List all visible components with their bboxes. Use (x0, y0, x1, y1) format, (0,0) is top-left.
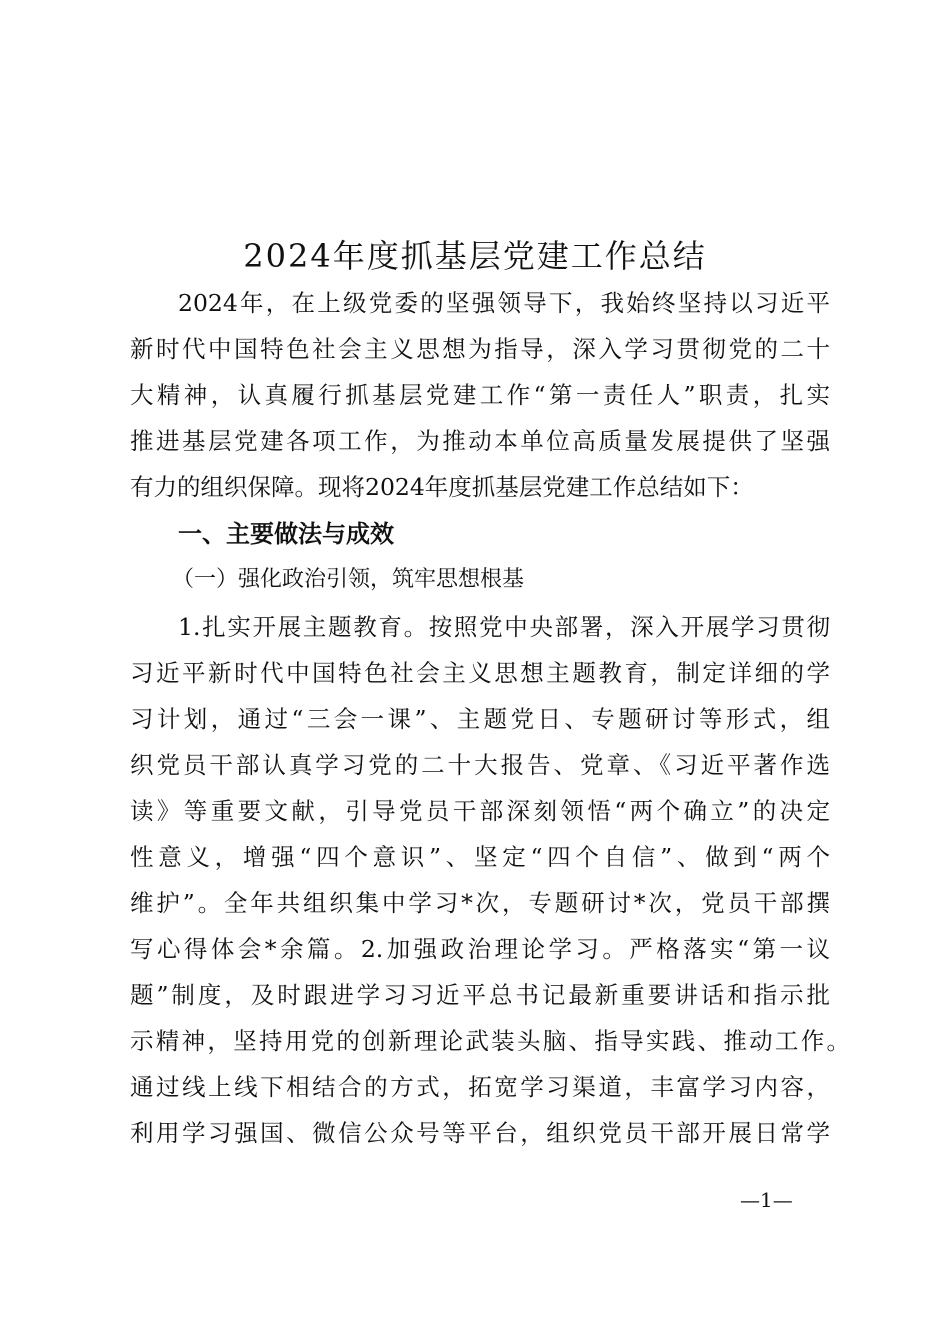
paragraph-line: 读》等重要文献，引导党员干部深刻领悟“两个确立”的决定 (130, 797, 830, 825)
subsection-heading: （一）强化政治引领，筑牢思想根基 (172, 567, 525, 592)
paragraph-line: 通过线上线下相结合的方式，拓宽学习渠道，丰富学习内容， (130, 1073, 830, 1101)
paragraph-line: 有力的组织保障。现将2024年度抓基层党建工作总结如下： (130, 473, 754, 501)
paragraph-line: 2024年，在上级党委的坚强领导下，我始终坚持以习近平 (178, 289, 830, 317)
paragraph-line: 大精神，认真履行抓基层党建工作“第一责任人”职责，扎实 (130, 381, 830, 409)
paragraph-line: 新时代中国特色社会主义思想为指导，深入学习贯彻党的二十 (130, 335, 830, 363)
paragraph-line: 题”制度，及时跟进学习习近平总书记最新重要讲话和指示批 (130, 981, 830, 1009)
paragraph-line: 1.扎实开展主题教育。按照党中央部署，深入开展学习贯彻 (178, 613, 830, 641)
paragraph-line: 习近平新时代中国特色社会主义思想主题教育，制定详细的学 (130, 659, 830, 687)
paragraph-line: 写心得体会*余篇。2.加强政治理论学习。严格落实“第一议 (130, 935, 830, 963)
paragraph-line: 示精神，坚持用党的创新理论武装头脑、指导实践、推动工作。 (130, 1027, 850, 1055)
paragraph-line: 织党员干部认真学习党的二十大报告、党章、《习近平著作选 (130, 751, 830, 779)
paragraph-line: 习计划，通过“三会一课”、主题党日、专题研讨等形式，组 (130, 705, 830, 733)
section-heading: 一、主要做法与成效 (178, 520, 394, 548)
paragraph-line: 维护”。全年共组织集中学习*次，专题研讨*次，党员干部撰 (130, 889, 830, 917)
paragraph-line: 利用学习强国、微信公众号等平台，组织党员干部开展日常学 (130, 1119, 830, 1147)
document-title: 2024年度抓基层党建工作总结 (243, 237, 707, 275)
paragraph-line: 性意义，增强“四个意识”、坚定“四个自信”、做到“两个 (130, 843, 830, 871)
paragraph-line: 推进基层党建各项工作，为推动本单位高质量发展提供了坚强 (130, 427, 830, 455)
page-number: —1— (740, 1188, 793, 1212)
